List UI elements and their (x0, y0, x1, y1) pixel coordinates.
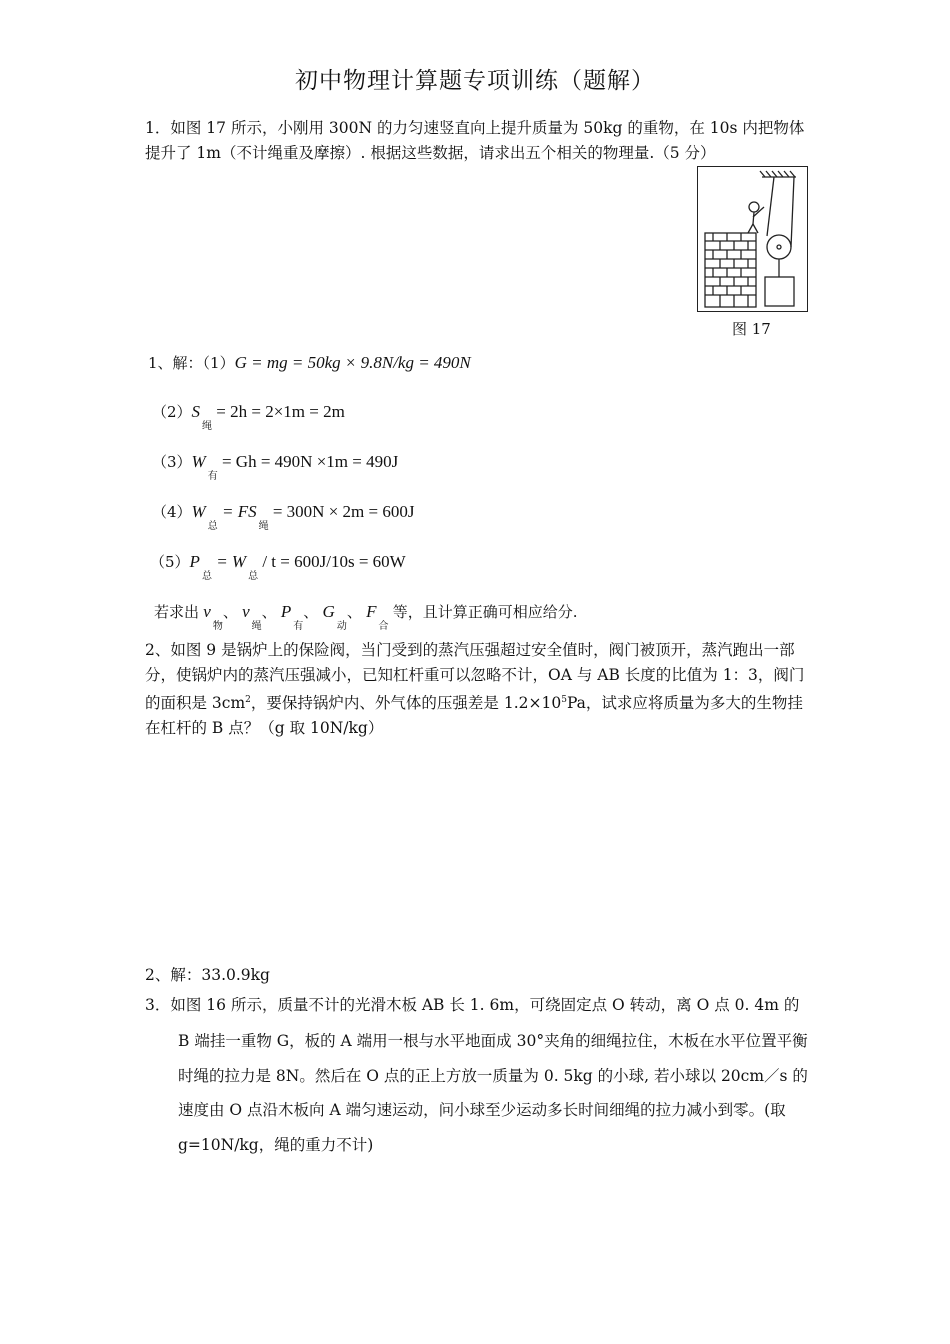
extra-sub-2: 绳 (251, 621, 262, 632)
answer-1-step-1 (148, 352, 471, 373)
pressure-exponent: 5 (561, 695, 567, 705)
step-1-formula: G = mg = 50kg × 9.8N/kg = 490N (234, 353, 471, 372)
figure-17-pulley-diagram (697, 166, 808, 312)
extra-var-4: G (322, 602, 335, 621)
step-3-formula: = Gh = 490N ×1m = 490J (217, 452, 399, 471)
extra-prefix: 若求出 (154, 603, 200, 621)
step-4-mid: = FS (217, 502, 257, 521)
question-2-part-a: 2、如图 9 是锅炉上的保险阀，当门受到的蒸汽压强超过安全值时，阀门被顶开，蒸汽跑出一部分，使锅炉内的蒸汽压强减小，已知杠杆重可以忽略不计，OA 与 AB 长度的比值为 1：3，阀门的面积是 3cm (145, 641, 805, 713)
question-2-part-b: ，要保持锅炉内、外气体的压强差是 1.2×10 (250, 694, 562, 713)
answer-1-step-4 (152, 501, 415, 532)
step-2-label: （2） (152, 403, 192, 421)
step-5-label: （5） (150, 553, 190, 571)
step-5-mid: = W (211, 552, 247, 571)
answer-1-step-3 (152, 451, 399, 482)
answer-1-step-2 (152, 401, 345, 432)
question-2-part-c: Pa，试求应将质量为多大的生物挂在杠杆的 B 点？（g 取 10N/kg） (145, 694, 803, 738)
extra-sep-4: 、 (346, 603, 362, 621)
answer-1-intro: 1、解：（1） (148, 354, 235, 372)
extra-var-1: v (203, 602, 211, 621)
step-3-label: （3） (152, 453, 192, 471)
extra-var-3: P (280, 602, 292, 621)
step-2-var: S (191, 402, 201, 421)
extra-sub-3: 有 (293, 621, 304, 632)
step-2-formula: = 2h = 2×1m = 2m (212, 402, 345, 421)
figure-17-caption: 图 17 (732, 320, 771, 338)
pulley-illustration (698, 167, 807, 311)
step-3-var: W (191, 452, 206, 471)
answer-1-step-5 (150, 551, 406, 582)
question-2-text (145, 638, 810, 741)
step-3-subscript: 有 (207, 471, 218, 482)
extra-sub-1: 物 (212, 621, 223, 632)
extra-suffix: 等，且计算正确可相应给分. (392, 603, 578, 621)
extra-sep-3: 、 (303, 603, 319, 621)
step-2-subscript: 绳 (202, 421, 213, 432)
answer-2-text: 2、解：33.0.9kg (145, 966, 270, 984)
question-3-body: B 端挂一重物 G，板的 A 端用一根与水平地面成 30°夹角的细绳拉住，木板在水平位置平衡时绳的拉力是 8N。然后在 O 点的正上方放一质量为 0. 5kg 的小球, 若小球以 20cm／s 的速度由 O 点沿木板向 A 端匀速运动，问小球至少运动多长时间细绳的拉力减小到零。(取 g=10N/kg，绳的重力不计) (178, 1032, 808, 1154)
step-5-subscript: 总 (201, 571, 212, 582)
step-5-formula: / t = 600J/10s = 60W (258, 552, 406, 571)
question-1-text: 1．如图 17 所示，小刚用 300N 的力匀速竖直向上提升质量为 50kg 的重物，在 10s 内把物体提升了 1m（不计绳重及摩擦）. 根据这些数据，请求出五个相关的物理量.（5 分） (145, 119, 805, 162)
page-title: 初中物理计算题专项训练（题解） (295, 68, 655, 94)
extra-var-2: v (242, 602, 250, 621)
area-exponent: 2 (245, 695, 251, 705)
question-3-line-1: 3．如图 16 所示，质量不计的光滑木板 AB 长 1. 6m，可绕固定点 O 转动，离 O 点 0. 4m 的 (145, 996, 800, 1014)
step-5-var: P (189, 552, 200, 571)
step-4-subscript: 总 (207, 521, 218, 532)
extra-sep-2: 、 (261, 603, 277, 621)
extra-sub-4: 动 (336, 621, 347, 632)
extra-sep-1: 、 (222, 603, 238, 621)
answer-1-extra-note (154, 601, 578, 632)
extra-var-5: F (366, 602, 377, 621)
extra-sub-5: 合 (378, 621, 389, 632)
step-4-label: （4） (152, 503, 192, 521)
step-4-subscript-2: 绳 (258, 521, 269, 532)
step-5-subscript-2: 总 (248, 571, 259, 582)
step-4-var: W (191, 502, 206, 521)
step-4-formula: = 300N × 2m = 600J (268, 502, 415, 521)
